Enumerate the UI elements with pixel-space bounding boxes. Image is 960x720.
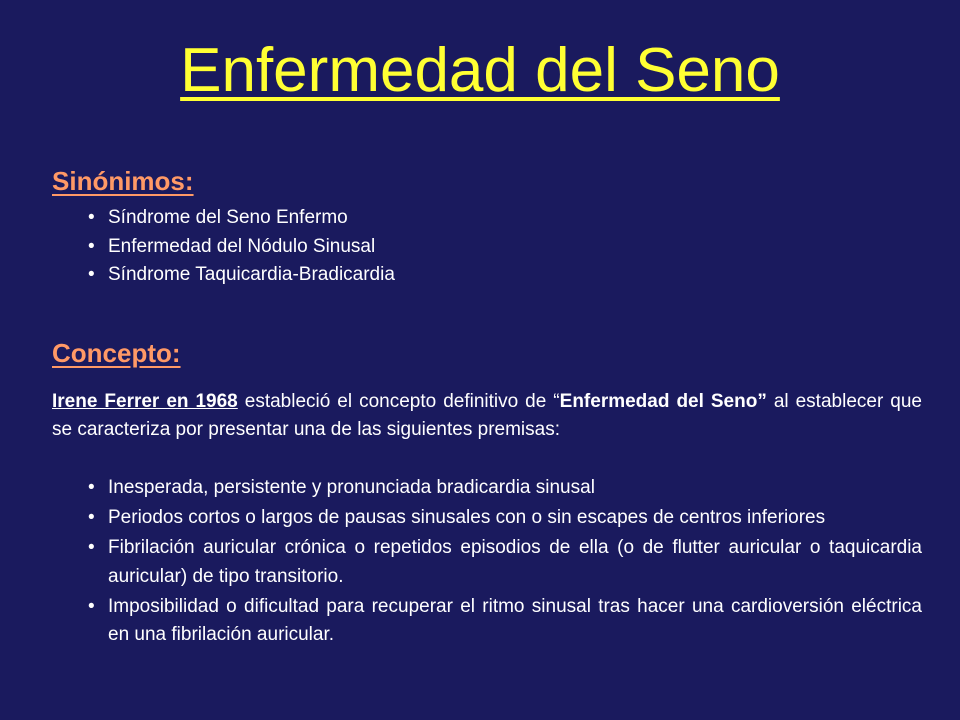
list-item: • Inesperada, persistente y pronunciada bradicardia sinusal (88, 474, 922, 503)
list-item: • Fibrilación auricular crónica o repetidos episodios de ella (o de flutter auricular o taquicardia auricular) de tipo transitorio. (88, 534, 922, 591)
list-item: • Síndrome del Seno Enfermo (88, 204, 395, 233)
defined-term: Enfermedad del Seno” (559, 391, 767, 412)
list-item: • Periodos cortos o largos de pausas sinusales con o sin escapes de centros inferiores (88, 504, 922, 533)
slide-title: Enfermedad del Seno (180, 36, 780, 105)
list-item: • Imposibilidad o dificultad para recuperar el ritmo sinusal tras hacer una cardioversión eléctrica en una fibrilación auricular. (88, 593, 922, 650)
concepto-heading: Concepto: (52, 338, 181, 368)
paragraph-text: estableció el concepto definitivo de “ (237, 391, 560, 412)
list-item: • Síndrome Taquicardia-Bradicardia (88, 261, 395, 290)
premises-list (88, 474, 922, 651)
sinonimos-list (88, 204, 395, 290)
list-item: • Enfermedad del Nódulo Sinusal (88, 233, 395, 262)
concepto-paragraph (52, 388, 922, 444)
sinonimos-heading: Sinónimos: (52, 166, 194, 196)
author-reference: Irene Ferrer en 1968 (52, 391, 238, 412)
paragraph-text: al establecer que se caracteriza por presentar una de las siguientes premisas: (52, 391, 922, 440)
